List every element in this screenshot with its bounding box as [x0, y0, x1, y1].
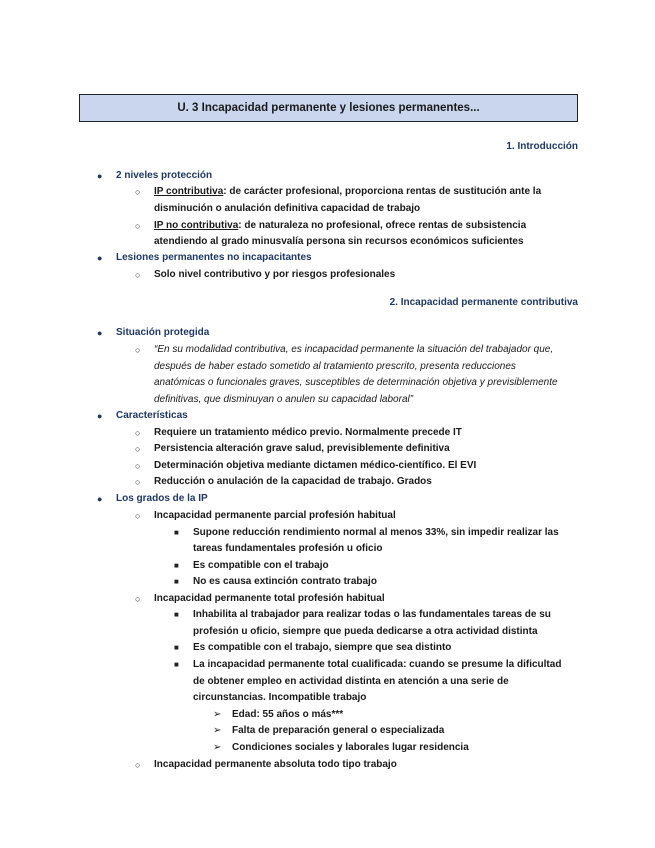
bullet-level3: ■: [174, 561, 179, 570]
quote-line: anatómicas o funcionales graves, susceptibles de determinación objetiva y previsiblemente: [154, 377, 558, 388]
bullet-level2: ○: [135, 594, 141, 604]
list-item: Requiere un tratamiento médico previo. Normalmente precede IT: [154, 427, 462, 438]
quote-line: definitivas, que disminuyan o anulen su capacidad laboral”: [154, 394, 414, 405]
list-item: 2 niveles protección: [116, 170, 213, 181]
bullet-level2: ○: [135, 345, 141, 355]
bullet-level3: ■: [174, 577, 179, 586]
list-item: Es compatible con el trabajo, siempre que sea distinto: [193, 642, 452, 653]
bullet-level3: ■: [174, 528, 179, 537]
list-item: Incapacidad permanente total profesión habitual: [154, 593, 385, 604]
bullet-level4-arrow-icon: ➢: [213, 725, 222, 736]
bullet-level2: ○: [135, 428, 141, 438]
bullet-level2: ○: [135, 444, 141, 454]
bullet-level4-arrow-icon: ➢: [213, 709, 222, 720]
bullet-level3: ■: [174, 660, 179, 669]
bullet-level1: ●: [97, 171, 103, 181]
quote-line: “En su modalidad contributiva, es incapacidad permanente la situación del trabajador que,: [154, 344, 554, 355]
bullet-level2: ○: [135, 477, 141, 487]
bullet-level3: ■: [174, 610, 179, 619]
list-item: Reducción o anulación de la capacidad de trabajo. Grados: [154, 476, 432, 487]
bullet-level1: ●: [97, 328, 103, 338]
section-heading-introduccion: 1. Introducción: [506, 141, 578, 152]
underlined-term: IP no contributiva: [154, 220, 239, 231]
list-item: Características: [116, 410, 188, 421]
list-item: Condiciones sociales y laborales lugar residencia: [232, 742, 469, 753]
list-item: No es causa extinción contrato trabajo: [193, 576, 377, 587]
list-item: Inhabilita al trabajador para realizar todas o las fundamentales tareas de su: [193, 609, 551, 620]
bullet-level2: ○: [135, 187, 141, 197]
bullet-level2: ○: [135, 461, 141, 471]
list-item: La incapacidad permanente total cualificada: cuando se presume la dificultad: [193, 659, 562, 670]
bullet-level1: ●: [97, 494, 103, 504]
list-item: Es compatible con el trabajo: [193, 560, 329, 571]
list-item: Falta de preparación general o especializada: [232, 725, 445, 736]
underlined-term: IP contributiva: [154, 186, 224, 197]
list-item: Los grados de la IP: [116, 493, 208, 504]
bullet-level2: ○: [135, 511, 141, 521]
list-item: Edad: 55 años o más***: [232, 709, 344, 720]
list-item: Lesiones permanentes no incapacitantes: [116, 252, 312, 263]
bullet-level1: ●: [97, 253, 103, 263]
bullet-level2: ○: [135, 221, 141, 231]
list-item: Situación protegida: [116, 327, 210, 338]
list-item: Supone reducción rendimiento normal al menos 33%, sin impedir realizar las: [193, 527, 559, 538]
list-item-continuation: de obtener empleo en actividad distinta en atención a una serie de: [193, 676, 509, 687]
bullet-level2: ○: [135, 760, 141, 770]
list-item: IP contributiva: de carácter profesional, proporciona rentas de sustitución ante la: [154, 186, 542, 197]
document-title: U. 3 Incapacidad permanente y lesiones permanentes...: [79, 94, 578, 122]
list-item-continuation: tareas fundamentales profesión u oficio: [193, 543, 383, 554]
bullet-level1: ●: [97, 411, 103, 421]
list-item-continuation: profesión u oficio, siempre que pueda dedicarse a otra actividad distinta: [193, 626, 538, 637]
bullet-level3: ■: [174, 643, 179, 652]
list-item-continuation: circunstancias. Incompatible trabajo: [193, 692, 367, 703]
list-item: Persistencia alteración grave salud, previsiblemente definitiva: [154, 443, 450, 454]
bullet-level4-arrow-icon: ➢: [213, 742, 222, 753]
list-item: Incapacidad permanente absoluta todo tipo trabajo: [154, 759, 397, 770]
list-item: IP no contributiva: de naturaleza no profesional, ofrece rentas de subsistencia: [154, 220, 527, 231]
section-heading-ip-contributiva: 2. Incapacidad permanente contributiva: [389, 297, 578, 308]
quote-line: después de haber estado sometido al tratamiento prescrito, presenta reducciones: [154, 361, 516, 372]
list-item: Determinación objetiva mediante dictamen médico-científico. El EVI: [154, 460, 477, 471]
list-item: Solo nivel contributivo y por riesgos profesionales: [154, 269, 396, 280]
bullet-level2: ○: [135, 270, 141, 280]
list-item: Incapacidad permanente parcial profesión habitual: [154, 510, 396, 521]
list-item-continuation: disminución o anulación definitiva capacidad de trabajo: [154, 203, 421, 214]
list-item-continuation: atendiendo al grado minusvalía persona sin recursos económicos suficientes: [154, 236, 524, 247]
